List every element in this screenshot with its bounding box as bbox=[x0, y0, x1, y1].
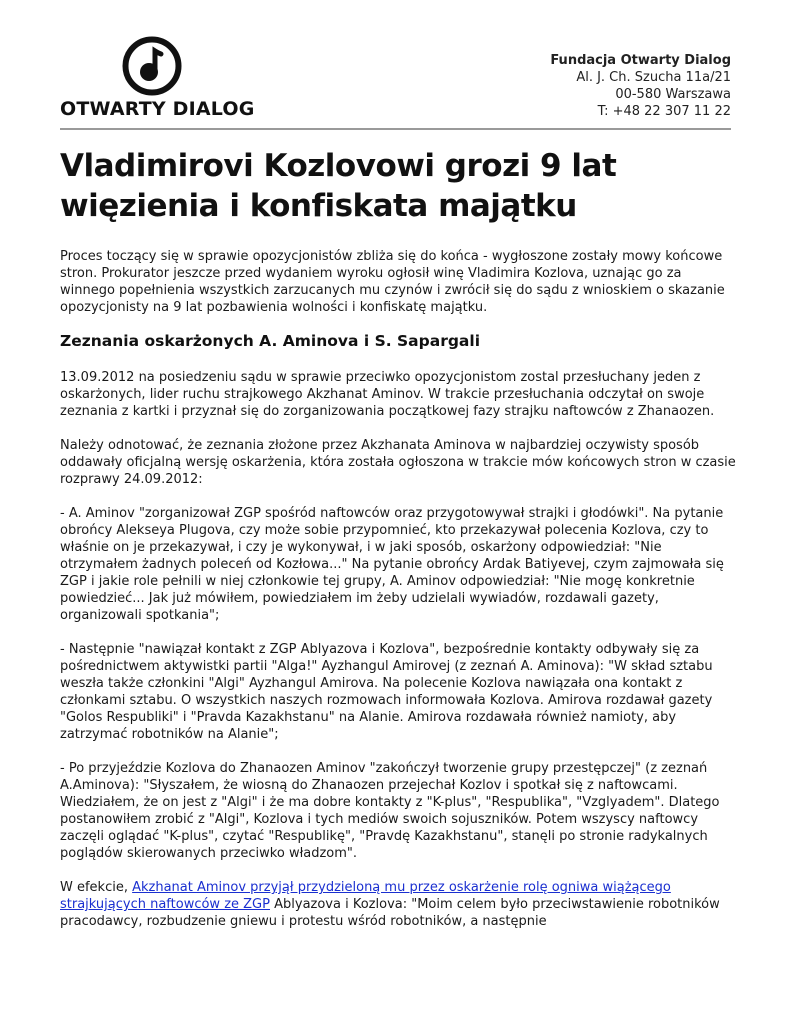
phone-number: T: +48 22 307 11 22 bbox=[597, 104, 731, 119]
otwarty-dialog-logo bbox=[60, 36, 255, 120]
section-heading: Zeznania oskarżonych A. Aminova i S. Sapargali bbox=[60, 332, 481, 350]
aminov-role-link[interactable]: Akzhanat Aminov przyjął przydzieloną mu przez oskarżenie rolę ogniwa wiążącego strajkujących naftowców ze ZGP bbox=[60, 880, 671, 912]
paragraph-4: - Następnie "nawiązał kontakt z ZGP Ablyazova i Kozlova", bezpośrednie kontakty odbywały się za pośrednictwem aktywistki partii "Alga!" Ayzhangul Amirovej (z zeznań A. Aminova): "W skład sztabu weszła także członkini "Algi" Ayzhangul Amirova. Na polecenie Kozlova nawiązała ona kontakt z członkami sztabu. O wszystkich naszych rozmowach informowała Kozlova. Amirova rozdawał gazety "Golos Respubliki" i "Pravda Kazakhstanu" na Alanie. Amirova rozdawała również namioty, aby zatrzymać robotników na Alanie"; bbox=[60, 642, 713, 742]
address-city: 00-580 Warszawa bbox=[615, 87, 731, 102]
logo-mark-icon bbox=[122, 36, 182, 96]
article-title: Vladimirovi Kozlovowi grozi 9 lat więzienia i konfiskata majątku bbox=[60, 148, 617, 224]
lead-paragraph: Proces toczący się w sprawie opozycjonistów zbliża się do końca - wygłoszone zostały mowy końcowe stron. Prokurator jeszcze przed wydaniem wyroku ogłosił winę Vladimira Kozlova, uznając go za winnego popełnienia wszystkich zarzucanych mu czynów i zwrócił się do sądu z wnioskiem o skazanie opozycjonisty na 9 lat pozbawienia wolności i konfiskatę majątku. bbox=[60, 249, 725, 315]
paragraph-5: - Po przyjeździe Kozlova do Zhanaozen Aminov "zakończył tworzenie grupy przestępczej" (z zeznań A.Aminova): "Słyszałem, że wiosną do Zhanaozen przejechał Kozlov i spotkał się z naftowcami. Wiedziałem, że on jest z "Algi" i że ma dobre kontakty z "K-plus", "Respublika", "Vzglyadem". Dlatego postanowiłem zrobić z "Algi", Kozlova i tych mediów swoich sojuszników. Potem wszyscy naftowcy zaczęli oglądać "K-plus", czytać "Respublikę", "Pravdę Kazakhstanu", stanęli po stronie radykalnych poglądów skierowanych przeciwko władzom". bbox=[60, 761, 720, 861]
article-body bbox=[60, 248, 740, 947]
header-divider bbox=[60, 128, 731, 130]
organization-name: Fundacja Otwarty Dialog bbox=[550, 53, 731, 68]
logo-wordmark: OTWARTY DIALOG bbox=[60, 98, 255, 120]
paragraph-6-prefix: W efekcie, bbox=[60, 880, 133, 895]
paragraph-1: 13.09.2012 na posiedzeniu sądu w sprawie przeciwko opozycjonistom zostal przesłuchany jeden z oskarżonych, lider ruchu strajkowego Akzhanat Aminov. W trakcie przesłuchania odczytał on swoje zeznania z kartki i przyznał się do zorganizowania początkowej fazy strajku naftowców z Zhanaozen. bbox=[60, 370, 715, 419]
paragraph-3: - A. Aminov "zorganizował ZGP spośród naftowców oraz przygotowywał strajki i głodówki". Na pytanie obrońcy Alekseya Plugova, czy może sobie przypomnieć, kto przekazywał polecenia Kozlova, czy to właśnie on je przekazywał, i czy je wykonywał, i w jaki sposób, oskarżony odpowiedział: "Nie otrzymałem żadnych poleceń od Kozłowa..." Na pytanie obrońcy Ardak Batiyevej, czym zajmowała się ZGP i jakie role pełnili w niej członkowie tej grupy, A. Aminov odpowiedział: "Nie mogę konkretnie powiedzieć... Jak już mówiłem, powiedziałem im żeby udzielali wywiadów, rozdawali gazety, organizowali spotkania"; bbox=[60, 506, 724, 623]
paragraph-2: Należy odnotować, że zeznania złożone przez Akzhanata Aminova w najbardziej oczywisty sposób oddawały oficjalną wersję oskarżenia, która została ogłoszona w trakcie mów końcowych stron w czasie rozprawy 24.09.2012: bbox=[60, 438, 736, 487]
organization-address bbox=[550, 52, 731, 120]
paragraph-6 bbox=[60, 879, 740, 930]
paragraph-6-suffix: Ablyazova i Kozlova: "Moim celem było przeciwstawienie robotników pracodawcy, rozbudzenie gniewu i protestu wśród robotników, a następnie bbox=[60, 897, 720, 929]
address-street: Al. J. Ch. Szucha 11a/21 bbox=[576, 70, 731, 85]
